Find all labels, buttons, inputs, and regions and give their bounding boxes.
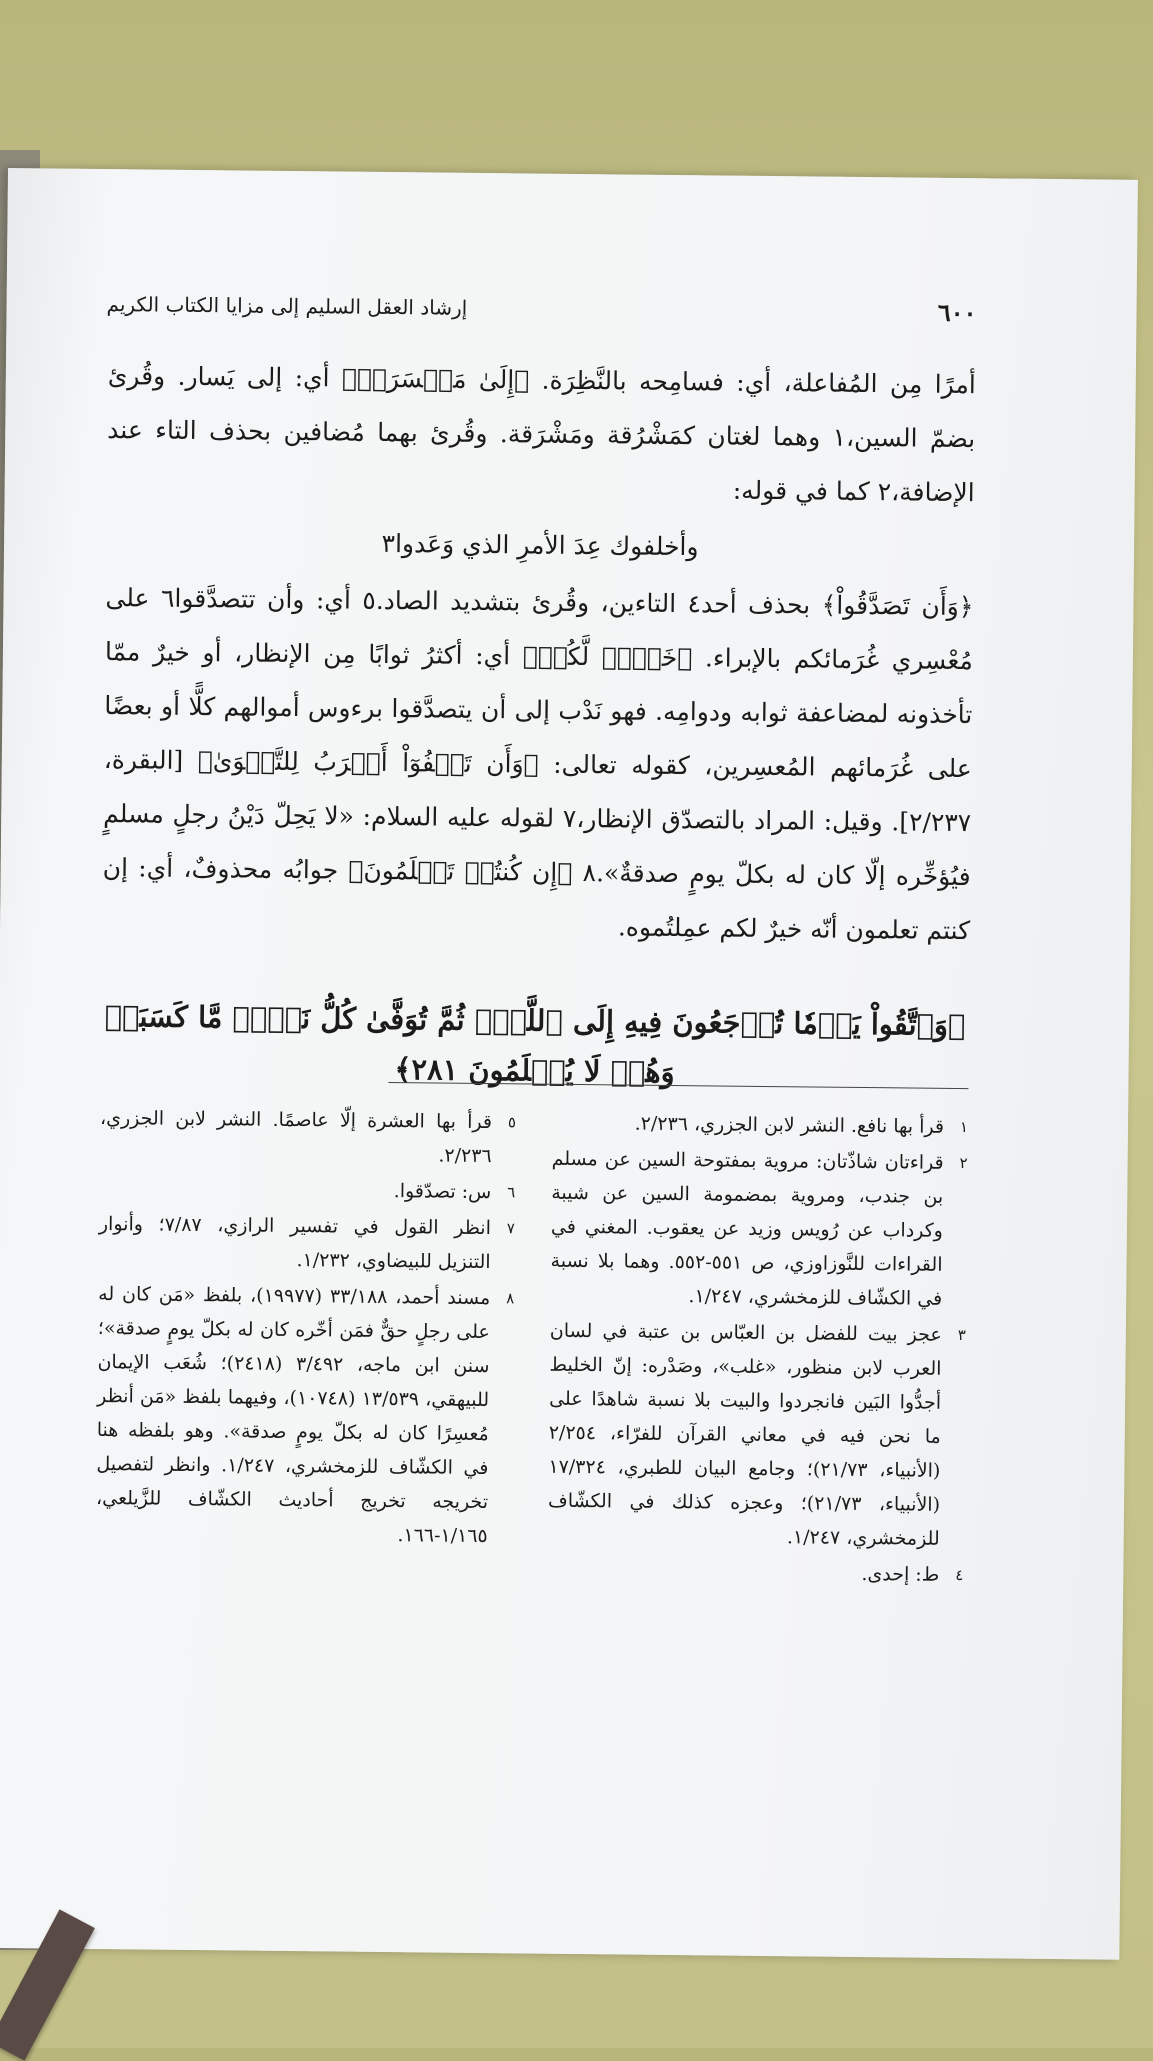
paragraph-2: ﴿وَأَن تَصَدَّقُواْ﴾ بحذف أحد٤ التاءين، وقُرئ بتشديد الصاد.٥ أي: وأن تتصدَّقوا٦ على مُعْسِري غُرَمائكم بالإبراء. ﴿خَيۡرٞ لَّكُمۡ﴾ أي: أكثرُ ثوابًا مِن الإنظار، أو خيرٌ ممّا تأخذونه لمضاعفة ثوابه ودوامِه. فهو نَدْب إلى أن يتصدَّقوا برءوس أموالهم كلًّا أو بعضًا على غُرَمائهم المُعسِرين، كقوله تعالى: ﴿وَأَن تَعۡفُوٓاْ أَقۡرَبُ لِلتَّقۡوَىٰ﴾ [البقرة، ٢/٢٣٧]. وقيل: المراد بالتصدّق الإنظار،٧ لقوله عليه السلام: «لا يَحِلّ دَيْنُ رجلٍ مسلمٍ فيُؤخِّره إلّا كان له بكلّ يومٍ صدقةٌ».٨ ﴿إِن كُنتُمۡ تَعۡلَمُونَ﴾ جوابُه محذوفٌ، أي: إن كنتم تعلمون أنّه خيرٌ لكم عمِلتُموه. xyxy=(102,583,974,946)
book-page xyxy=(0,168,1138,1960)
footnote-number: ٥ xyxy=(507,1113,517,1132)
paragraph-1: أمرًا مِن المُفاعلة، أي: فسامِحه بالنَّظِرَة. ﴿إِلَىٰ مَيۡسَرَةٖ﴾ أي: إلى يَسار. وقُرئ بضمّ السين،١ وهما لغتان كمَشْرُقة ومَشْرَقة. وقُرئ بهما مُضافين بحذف التاء عند الإضافة،٢ كما في قوله: xyxy=(107,361,976,508)
footnote-text: س: تصدّقوا. xyxy=(393,1180,492,1204)
quran-verse: ﴿وَٱتَّقُواْ يَوۡمٗا تُرۡجَعُونَ فِيهِ إِلَى ٱللَّهِۖ ثُمَّ تُوَفَّىٰ كُلُّ نَفۡسٖ مَّا كَسَبَتۡ وَهُمۡ لَا يُظۡلَمُونَ ٢٨١﴾ xyxy=(104,999,966,1090)
footnote-number: ٦ xyxy=(507,1183,516,1202)
main-text xyxy=(102,349,976,958)
footnote-text: قرأ بها العشرة إلّا عاصمًا. النشر لابن الجزري، ٢/٢٣٦. xyxy=(99,1107,493,1168)
footnote-text: عجز بيت للفضل بن العبّاس بن عتبة في لسان العرب لابن منظور، «غلب»، وصَدْره: إنّ الخليط أجدُّوا البَين فانجردوا والبيت بلا نسبة شاهدًا على ما نحن فيه في معاني القرآن للفرّاء، ٢/٢٥٤ (الأنبياء، ٢١/٧٣)؛ وجامع البيان للطبري، ١٧/٣٢٤ (الأنبياء، ٢١/٧٣)؛ وعجزه كذلك في الكشّاف للزمخشري، ١/٢٤٧. xyxy=(547,1319,942,1550)
footnote-number: ٢ xyxy=(959,1154,968,1173)
page-number: ٦٠٠ xyxy=(937,297,977,328)
footnote xyxy=(550,1142,968,1316)
footnote-text: ط: إحدى. xyxy=(861,1563,940,1586)
footnote-number: ٨ xyxy=(506,1289,515,1308)
footnote xyxy=(100,1101,517,1173)
footnote-text: قرأ بها نافع. النشر لابن الجزري، ٢/٢٣٦. xyxy=(634,1112,945,1138)
footnotes xyxy=(95,1101,968,1594)
page-header xyxy=(106,289,976,327)
footnote-text: مسند أحمد، ٣٣/١٨٨ (١٩٩٧٧)، بلفظ «مَن كان له على رجلٍ حقٌّ فمَن أخّره كان له بكلّ يومٍ صدقة»؛ سنن ابن ماجه، ٣/٤٩٢ (٢٤١٨)؛ شُعَب الإيمان للبيهقي، ١٣/٥٣٩ (١٠٧٤٨)، وفيهما بلفظ «مَن أنظر مُعسِرًا كان له بكلّ يومٍ صدقة». وهو بلفظه هنا في الكشّاف للزمخشري، ١/٢٤٧. وانظر لتفصيل تخريجه تخريج أحاديث الكشّاف للزَّيلعي، ١/١٦٥-١٦٦. xyxy=(95,1283,491,1548)
footnote xyxy=(98,1207,515,1279)
footnote-number: ٣ xyxy=(957,1326,966,1345)
footnote xyxy=(548,1314,966,1556)
footnote xyxy=(552,1106,968,1144)
footnotes-right-column xyxy=(547,1106,968,1594)
footnote-text: انظر القول في تفسير الرازي، ٧/٨٧؛ وأنوار التنزيل للبيضاوي، ١/٢٣٢. xyxy=(98,1213,492,1274)
poetry-verse: وأخلفوك عِدَ الأمرِ الذي وَعَدوا٣ xyxy=(381,528,699,562)
footnote-text: قراءتان شاذّتان: مروية بمفتوحة السين عن مسلم بن جندب، ومروية بمضمومة السين عن شيبة وكرداب عن رُويس وزيد عن يعقوب. المغني في القراءات للنَّوزاوزي، ص ٥٥١-٥٥٢. وهما بلا نسبة في الكشّاف للزمخشري، ١/٢٤٧. xyxy=(550,1147,944,1310)
footnote xyxy=(99,1171,515,1209)
footnotes-left-column xyxy=(95,1101,516,1589)
footnote-number: ١ xyxy=(959,1118,969,1137)
running-title: إرشاد العقل السليم إلى مزايا الكتاب الكريم xyxy=(106,291,468,320)
footnote xyxy=(547,1554,963,1592)
footnote xyxy=(96,1277,515,1553)
footnote-number: ٧ xyxy=(506,1219,516,1238)
footnote-number: ٤ xyxy=(955,1565,964,1585)
